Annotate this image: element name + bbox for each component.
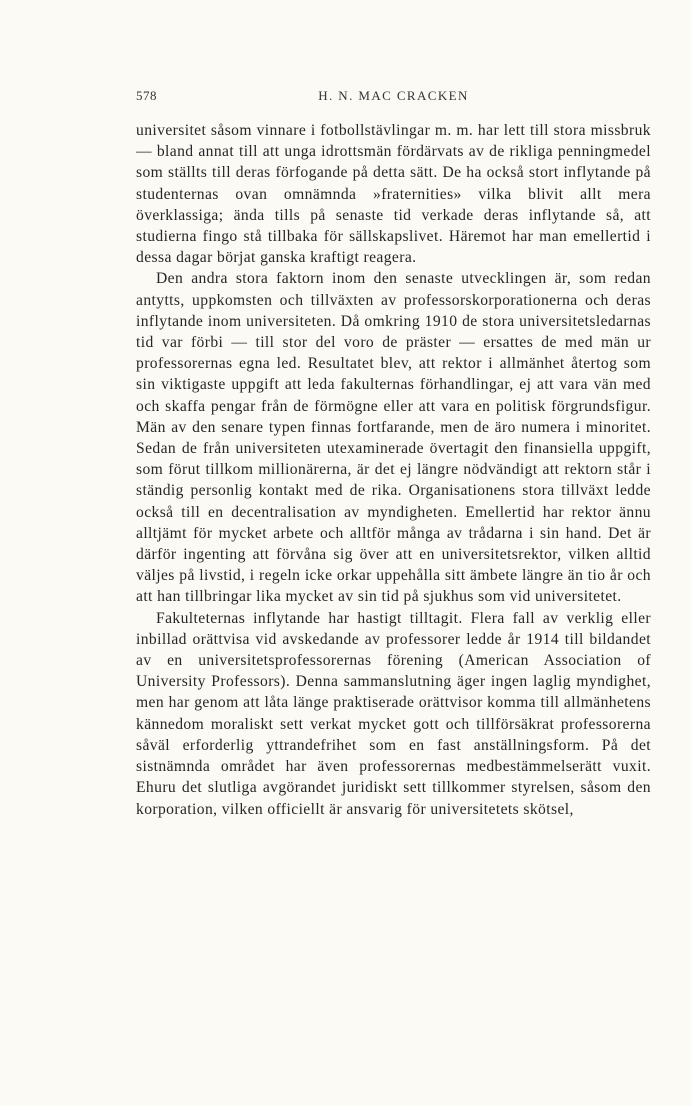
paragraph-1: universitet såsom vinnare i fotbollstävlingar m. m. har lett till stora missbruk — bland annat till att unga idrottsmän fördärvats av de rikliga penningmedel som ställts till deras förfogande på detta sätt. De ha också stort inflytande på studenternas ovan omnämnda »fraternities» vilka blivit allt mera överklassiga; ända tills på senaste tid verkade deras inflytande så, att studierna fingo stå tillbaka för sällskapslivet. Häremot har man emellertid i dessa dagar börjat ganska kraftigt reagera. — [136, 122, 651, 267]
page-header — [136, 88, 651, 110]
paragraph-3: Fakulteternas inflytande har hastigt tilltagit. Flera fall av verklig eller inbillad orättvisa vid avskedande av professorer ledde år 1914 till bildandet av en universitetsprofessorernas förening (American Association of University Professors). Denna sammanslutning äger ingen laglig myndighet, men har genom att låta länge praktiserade orättvisor komma till allmänhetens kännedom moraliskt sett verkat mycket gott och tillförsäkrat professorerna såväl erforderlig yttrandefrihet som en fast anställningsform. På det sistnämnda området har även professorernas medbestämmelserätt vuxit. Ehuru det slutliga avgörandet juridiskt sett tillkommer styrelsen, såsom den korporation, vilken officiellt är ansvarig för universitetets skötsel, — [136, 609, 651, 818]
paragraph-2: Den andra stora faktorn inom den senaste utvecklingen är, som redan antytts, uppkomsten och tillväxten av professorskorporationerna och deras inflytande inom universiteten. Då omkring 1910 de stora universitetsledarnas tid var förbi — till stor del voro de präster — ersattes de med män ur professorernas egna led. Resultatet blev, att rektor i allmänhet återtog som sin viktigaste uppgift att leda fakulternas förhandlingar, ej att vara vän med och skaffa pengar från de förmögne eller att vara en politisk förgrundsfigur. Män av den senare typen finnas fortfarande, men de äro numera i minoritet. Sedan de från universiteten utexaminerade övertagit den finansiella uppgift, som förut tillkom millionärerna, är det ej längre nödvändigt att rektorn står i ständig personlig kontakt med de rika. Organisationens stora tillväxt ledde också till en decentralisation av myndigheten. Emellertid har rektor ännu alltjämt för mycket arbete och alltför många av trådarna i sin hand. Det är därför ingenting att förvåna sig över att en universitetsrektor, vilken alltid väljes på livstid, i regeln icke orkar uppehålla sitt ämbete längre än tio år och att han tillbringar lika mycket av sin tid på sjukhus som vid universitetet. — [136, 270, 651, 606]
page-number: 578 — [136, 88, 157, 103]
running-head: H. N. MAC CRACKEN — [318, 88, 469, 103]
body-text — [136, 120, 651, 820]
